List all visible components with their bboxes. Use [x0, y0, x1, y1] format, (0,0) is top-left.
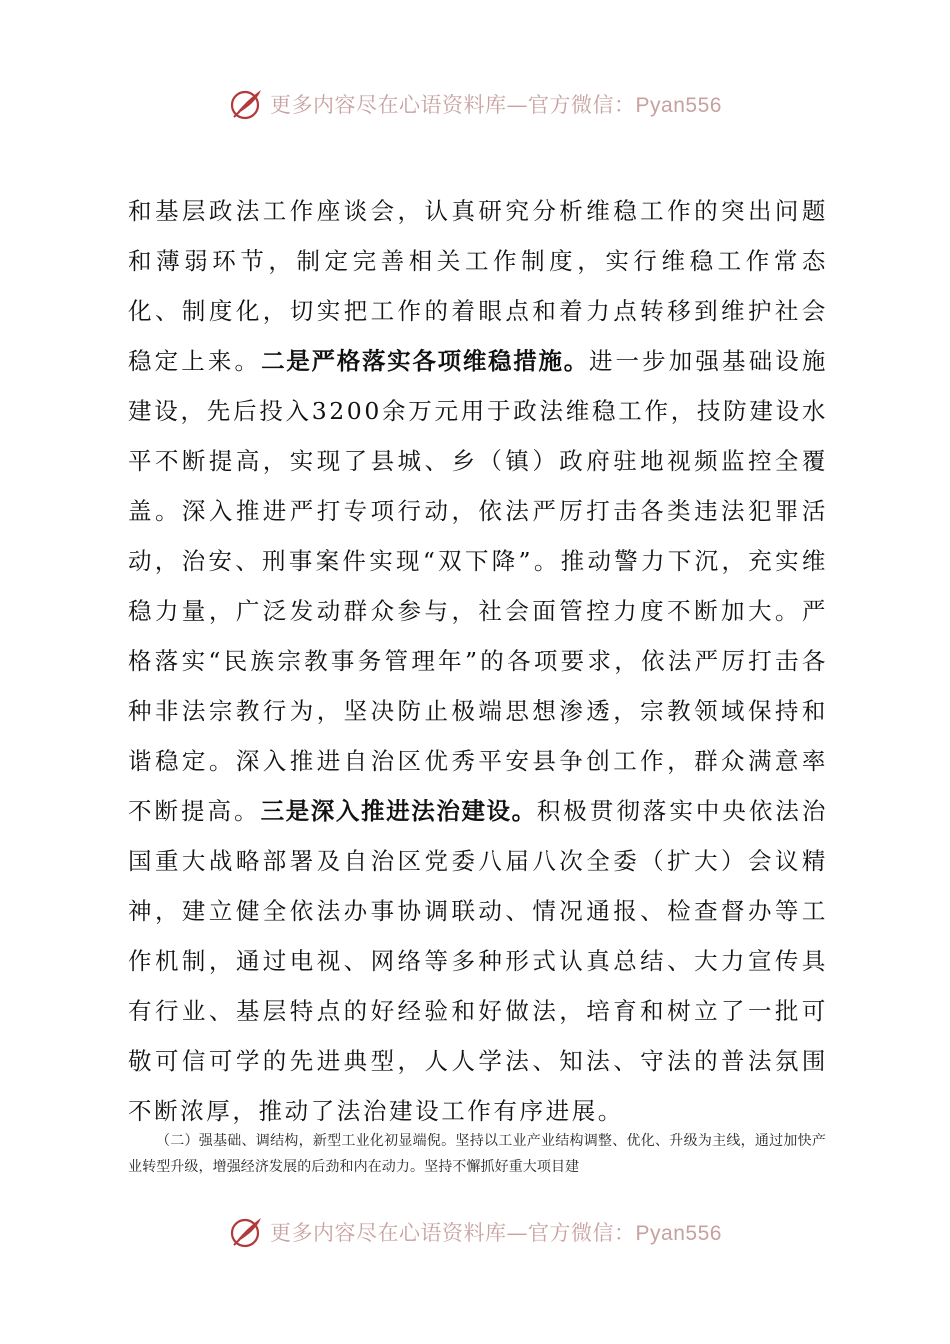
- wechat-handle: Pyan556: [635, 1222, 722, 1245]
- quill-seal-icon: [228, 1214, 264, 1250]
- quill-seal-icon: [228, 86, 264, 122]
- heading-3: 三是深入推进法治建设。: [260, 797, 537, 825]
- paragraph-2: 进一步加强基础设施建设，先后投入3200余万元用于政法维稳工作，技防建设水平不断提高，实现了县城、乡（镇）政府驻地视频监控全覆盖。深入推进严打专项行动，依法严厉打击各类违法犯罪活动，治安、刑事案件实现“双下降”。推动警力下沉，充实维稳力量，广泛发动群众参与，社会面管控力度不断加大。严格落实“民族宗教事务管理年”的各项要求，依法严厉打击各种非法宗教行为，坚决防止极端思想渗透，宗教领域保持和谐稳定。深入推进自治区优秀平安县争创工作，群众满意率不断提高。: [128, 347, 828, 825]
- banner-caption: 更多内容尽在心语资料库—官方微信：Pyan556: [270, 1221, 722, 1245]
- banner-caption: 更多内容尽在心语资料库—官方微信：Pyan556: [270, 93, 722, 117]
- paragraph-1: 和基层政法工作座谈会，认真研究分析维稳工作的突出问题和薄弱环节，制定完善相关工作制度，实行维稳工作常态化、制度化，切实把工作的着眼点和着力点转移到维护社会稳定上来。: [128, 197, 828, 375]
- header-banner: [0, 84, 950, 124]
- section-2-paragraph: （二）强基础、调结构，新型工业化初显端倪。坚持以工业产业结构调整、优化、升级为主线，通过加快产业转型升级，增强经济发展的后劲和内在动力。坚持不懈抓好重大项目建: [128, 1133, 826, 1175]
- footer-banner: [0, 1212, 950, 1252]
- paragraph-3: 积极贯彻落实中央依法治国重大战略部署及自治区党委八届八次全委（扩大）会议精神，建立健全依法办事协调联动、情况通报、检查督办等工作机制，通过电视、网络等多种形式认真总结、大力宣传具有行业、基层特点的好经验和好做法，培育和树立了一批可敬可信可学的先进典型，人人学法、知法、守法的普法氛围不断浓厚，推动了法治建设工作有序进展。: [128, 797, 829, 1125]
- wechat-handle: Pyan556: [635, 94, 722, 117]
- heading-2: 二是严格落实各项维稳措施。: [261, 347, 589, 375]
- main-body-text: [128, 186, 828, 1136]
